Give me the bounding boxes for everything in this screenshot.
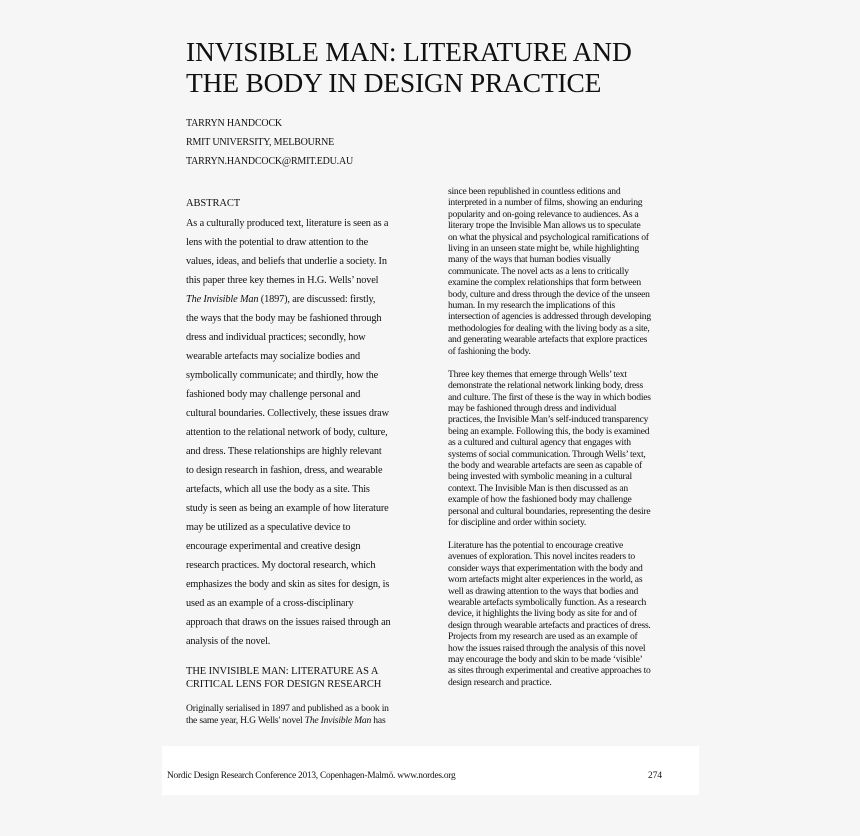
body-line: examine the complex relationships that form between xyxy=(448,277,641,289)
abstract-line: used as an example of a cross-disciplinary xyxy=(186,598,354,609)
abstract-line: attention to the relational network of body, culture, xyxy=(186,427,388,438)
body-line: the body and wearable artefacts are seen as capable of xyxy=(448,459,642,471)
body-line: device, it highlights the living body as site for and of xyxy=(448,608,637,620)
body-line: personal and cultural boundaries, representing the desire xyxy=(448,505,651,517)
section-body-suffix: has xyxy=(371,714,386,726)
body-line: consider ways that experimentation with the body and xyxy=(448,562,643,574)
body-line: human. In my research the implications of this xyxy=(448,300,616,312)
body-paragraph xyxy=(448,186,680,357)
abstract-line: approach that draws on the issues raised through an xyxy=(186,617,391,628)
body-line: as a cultured and cultural agency that engages with xyxy=(448,437,631,449)
body-line: intersection of agencies is addressed through developing xyxy=(448,311,651,323)
abstract-line: encourage experimental and creative design xyxy=(186,541,361,552)
paper-title xyxy=(186,36,706,98)
body-line: context. The Invisible Man is then discussed as an xyxy=(448,482,628,494)
novel-title-italic: The Invisible Man xyxy=(304,714,372,726)
abstract-line: study is seen as being an example of how literature xyxy=(186,503,389,514)
section-heading-line: THE INVISIBLE MAN: LITERATURE AS A xyxy=(186,666,379,677)
author-block xyxy=(186,114,353,171)
body-line: since been republished in countless editions and xyxy=(448,186,621,197)
abstract-line: fashioned body may challenge personal and xyxy=(186,389,361,400)
abstract-line: lens with the potential to draw attention to the xyxy=(186,237,369,248)
body-line: design research and practice. xyxy=(448,676,552,688)
body-line: how the issues raised through the analysis of this novel xyxy=(448,642,646,654)
abstract-line: values, ideas, and beliefs that underlie a society. In xyxy=(186,256,387,267)
body-line: popularity and on-going relevance to audiences. As a xyxy=(448,208,639,220)
abstract-line: this paper three key themes in H.G. Wells’ novel xyxy=(186,275,379,286)
body-line: for discipline and order within society. xyxy=(448,516,587,528)
abstract-line: analysis of the novel. xyxy=(186,636,271,647)
body-line: communicate. The novel acts as a lens to critically xyxy=(448,265,629,277)
body-line: interpreted in a number of films, showing an enduring xyxy=(448,197,643,209)
body-line: on what the physical and psychological ramifications of xyxy=(448,231,649,243)
body-line: may encourage the body and skin to be made ‘visible’ xyxy=(448,654,643,666)
title-line: THE BODY IN DESIGN PRACTICE xyxy=(186,67,602,98)
body-paragraph xyxy=(448,369,680,529)
body-line: of fashioning the body. xyxy=(448,345,531,357)
abstract-line: As a culturally produced text, literature is seen as a xyxy=(186,218,389,229)
body-line: and culture. The first of these is the way in which bodies xyxy=(448,391,651,403)
conference-citation: Nordic Design Research Conference 2013, Copenhagen-Malmö. www.nordes.org xyxy=(167,771,456,781)
body-line: wearable artefacts symbolically function. As a research xyxy=(448,597,647,608)
abstract-line xyxy=(186,290,414,309)
body-line: literary trope the Invisible Man allows us to speculate xyxy=(448,220,641,232)
title-line: INVISIBLE MAN: LITERATURE AND xyxy=(186,36,632,67)
left-column xyxy=(186,196,414,726)
body-line: being an example. Following this, the body is examined xyxy=(448,425,650,437)
body-paragraph xyxy=(448,540,680,688)
body-line: demonstrate the relational network linking body, dress xyxy=(448,380,644,392)
section-body-line: Originally serialised in 1897 and published as a book in xyxy=(186,703,389,714)
body-line: methodologies for dealing with the living body as a site, xyxy=(448,322,650,334)
body-line: well as drawing attention to the ways that bodies and xyxy=(448,585,639,597)
abstract-line: artefacts, which all use the body as a site. This xyxy=(186,484,370,495)
body-line: many of the ways that human bodies visually xyxy=(448,254,611,266)
body-line: design through wearable artefacts and practices of dress. xyxy=(448,619,651,631)
abstract-line: the ways that the body may be fashioned through xyxy=(186,313,382,324)
abstract-line: research practices. My doctoral research, which xyxy=(186,560,376,571)
abstract-body xyxy=(186,214,414,651)
abstract-line: cultural boundaries. Collectively, these issues draw xyxy=(186,408,389,419)
body-line: and generating wearable artefacts that explore practices xyxy=(448,334,648,346)
abstract-line: symbolically communicate; and thirdly, how the xyxy=(186,370,379,381)
abstract-line: to design research in fashion, dress, and wearable xyxy=(186,465,383,476)
body-line: worn artefacts might alter experiences in the world, as xyxy=(448,574,643,586)
author-email: TARRYN.HANDCOCK@RMIT.EDU.AU xyxy=(186,156,353,167)
body-line: living in an unseen state might be, while highlighting xyxy=(448,243,639,255)
body-line: example of how the fashioned body may challenge xyxy=(448,494,632,506)
abstract-heading: ABSTRACT xyxy=(186,198,241,209)
section-heading xyxy=(186,665,414,691)
body-line: Literature has the potential to encourage creative xyxy=(448,539,624,551)
novel-title-italic: The Invisible Man xyxy=(186,294,259,305)
body-line: Projects from my research are used as an example of xyxy=(448,631,638,643)
section-heading-line: CRITICAL LENS FOR DESIGN RESEARCH xyxy=(186,679,382,690)
section-body-line xyxy=(186,715,414,727)
body-line: being invested with symbolic meaning in a cultural xyxy=(448,471,632,483)
abstract-line-rest: (1897), are discussed: firstly, xyxy=(258,294,376,305)
right-column xyxy=(448,186,680,700)
body-line: practices, the Invisible Man’s self-induced transparency xyxy=(448,414,649,426)
section-body-prefix: the same year, H.G Wells' novel xyxy=(186,714,305,726)
section-body xyxy=(186,703,414,726)
body-line: avenues of exploration. This novel incites readers to xyxy=(448,551,635,563)
body-line: may be fashioned through dress and individual xyxy=(448,402,617,414)
abstract-line: dress and individual practices; secondly, how xyxy=(186,332,366,343)
abstract-line: may be utilized as a speculative device to xyxy=(186,522,351,533)
page-footer xyxy=(162,746,699,795)
page-number: 274 xyxy=(648,771,663,781)
body-line: Three key themes that emerge through Wells’ text xyxy=(448,368,627,380)
body-line: systems of social communication. Through Wells’ text, xyxy=(448,448,646,460)
author-affiliation: RMIT UNIVERSITY, MELBOURNE xyxy=(186,137,335,148)
body-line: as sites through experimental and creative approaches to xyxy=(448,665,651,677)
abstract-line: and dress. These relationships are highly relevant xyxy=(186,446,382,457)
abstract-line: emphasizes the body and skin as sites for design, is xyxy=(186,579,390,590)
body-line: body, culture and dress through the device of the unseen xyxy=(448,288,650,300)
author-name: TARRYN HANDCOCK xyxy=(186,118,282,129)
abstract-line: wearable artefacts may socialize bodies and xyxy=(186,351,360,362)
